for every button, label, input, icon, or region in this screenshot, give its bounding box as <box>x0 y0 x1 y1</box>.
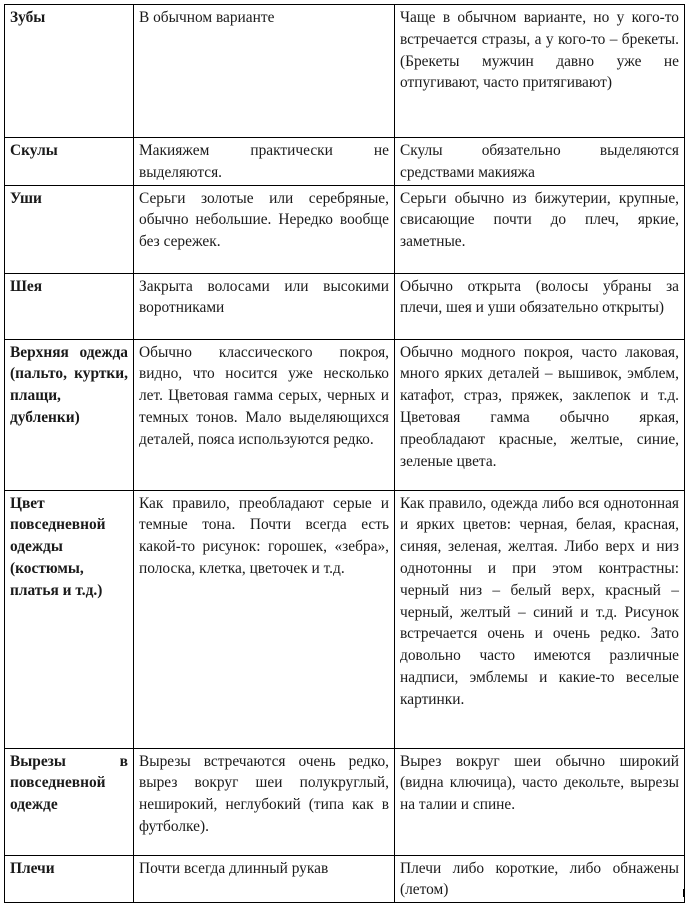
feature-cell: Шея <box>5 273 134 339</box>
alt-cell: Обычно модного покроя, часто лаковая, много ярких деталей – вышивок, эмблем, катафот, страз, пряжек, заклепок и т.д. Цветовая гамма обычно яркая, преобладают красные, желтые, синие, зеленые цвета. <box>395 339 685 490</box>
alt-cell: Чаще в обычном варианте, но у кого-то встречается стразы, а у кого-то – брекеты. (Брекеты мужчин давно уже не отпугивают, часто притягивают) <box>395 5 685 138</box>
feature-cell: Цвет повседневной одежды (костюмы, платья и т.д.) <box>5 490 134 748</box>
feature-cell: Скулы <box>5 138 134 186</box>
column-divider <box>394 889 395 897</box>
alt-cell: Как правило, одежда либо вся однотонная и ярких цветов: черная, белая, красная, синяя, зеленая, желтая. Либо верх и низ однотонны и при этом контрастны: черный низ – белый верх, красный – черный, желтый – синий и т.д. Рисунок встречается очень и очень редко. Зато довольно часто имеются различные надписи, эмблемы и какие-то веселые картинки. <box>395 490 685 748</box>
table-continuation <box>4 889 684 897</box>
table-row <box>5 490 685 748</box>
alt-cell: Обычно открыта (волосы убраны за плечи, шея и уши обязательно открыты) <box>395 273 685 339</box>
column-divider <box>133 889 134 897</box>
alt-cell: Скулы обязательно выделяются средствами макияжа <box>395 138 685 186</box>
table-row <box>5 273 685 339</box>
comparison-table <box>4 4 685 903</box>
alt-cell: Серьги обычно из бижутерии, крупные, свисающие почти до плеч, яркие, заметные. <box>395 185 685 273</box>
table-row <box>5 138 685 186</box>
table-row <box>5 748 685 855</box>
feature-cell: Вырезы в повседневной одежде <box>5 748 134 855</box>
table-row <box>5 5 685 138</box>
ordinary-cell: Макияжем практически не выделяются. <box>134 138 395 186</box>
ordinary-cell: Обычно классического покроя, видно, что носится уже несколько лет. Цветовая гамма серых, черных и темных тонов. Мало выделяющихся деталей, пояса используются редко. <box>134 339 395 490</box>
ordinary-cell: В обычном варианте <box>134 5 395 138</box>
feature-cell: Плечи <box>5 855 134 903</box>
feature-cell: Уши <box>5 185 134 273</box>
ordinary-cell: Вырезы встречаются очень редко, вырез вокруг шеи полукруглый, неширокий, неглубокий (типа как в футболке). <box>134 748 395 855</box>
ordinary-cell: Закрыта волосами или высокими воротниками <box>134 273 395 339</box>
alt-cell: Плечи либо короткие, либо обнажены (летом) <box>395 855 685 903</box>
feature-cell: Верхняя одежда (пальто, куртки, плащи, дубленки) <box>5 339 134 490</box>
feature-cell: Зубы <box>5 5 134 138</box>
alt-cell: Вырез вокруг шеи обычно широкий (видна ключица), часто декольте, вырезы на талии и спине. <box>395 748 685 855</box>
ordinary-cell: Почти всегда длинный рукав <box>134 855 395 903</box>
ordinary-cell: Как правило, преобладают серые и темные тона. Почти всегда есть какой-то рисунок: горошек, «зебра», полоска, клетка, цветочек и т.д. <box>134 490 395 748</box>
table-row <box>5 185 685 273</box>
ordinary-cell: Серьги золотые или серебряные, обычно небольшие. Нередко вообще без сережек. <box>134 185 395 273</box>
table-row <box>5 339 685 490</box>
